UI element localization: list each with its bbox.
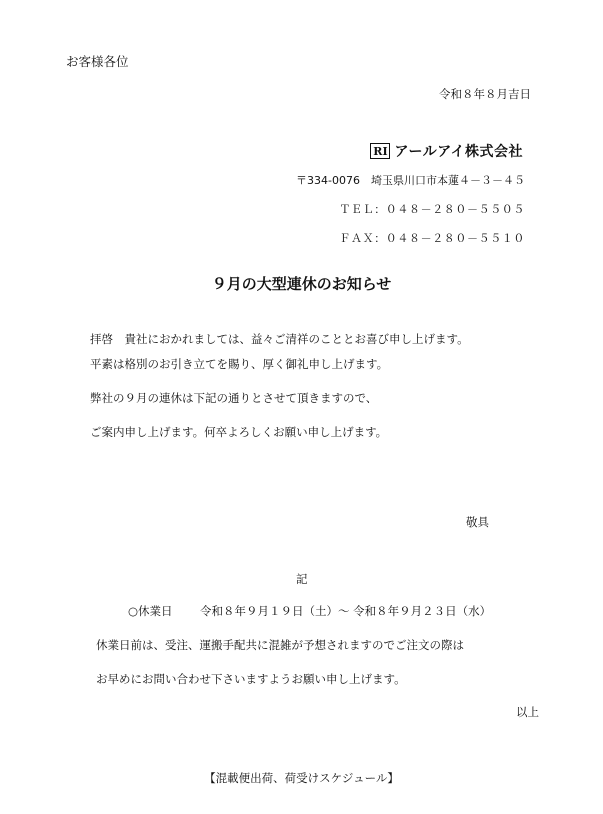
company-address: 〒334-0076 埼玉県川口市本蓮４－３－４５: [296, 174, 525, 187]
body-line-3: 弊社の９月の連休は下記の通りとさせて頂きますので、: [90, 391, 378, 405]
company-logo: [370, 141, 523, 161]
note-line-2: お早めにお問い合わせ下さいますようお願い申し上げます。: [96, 672, 406, 686]
ki-heading: 記: [296, 572, 308, 586]
schedule-heading: 【混載便出荷、荷受けスケジュール】: [204, 771, 399, 785]
ri-logo-icon: RI: [370, 143, 390, 159]
closing-ijou: 以上: [516, 705, 539, 719]
company-fax: ＦＡＸ：０４８－２８０－５５１０: [339, 232, 525, 245]
body-line-4: ご案内申し上げます。何卒よろしくお願い申し上げます。: [90, 425, 388, 439]
document-title: ９月の大型連休のお知らせ: [211, 275, 392, 293]
closing-keigu: 敬具: [466, 515, 489, 529]
holiday-label: ○休業日: [128, 604, 173, 618]
note-line-1: 休業日前は、受注、運搬手配共に混雑が予想されますのでご注文の際は: [96, 638, 464, 652]
body-line-1: 拝啓 貴社におかれましては、益々ご清祥のこととお喜び申し上げます。: [90, 332, 469, 346]
letter-date: 令和８年８月吉日: [439, 87, 531, 101]
holiday-period: 令和８年９月１９日（土）～ 令和８年９月２３日（水）: [200, 604, 492, 618]
company-tel: ＴＥＬ：０４８－２８０－５５０５: [339, 203, 525, 216]
company-name: アールアイ株式会社: [394, 144, 523, 160]
body-line-2: 平素は格別のお引き立てを賜り、厚く御礼申し上げます。: [90, 357, 389, 371]
addressee: お客様各位: [66, 54, 129, 69]
